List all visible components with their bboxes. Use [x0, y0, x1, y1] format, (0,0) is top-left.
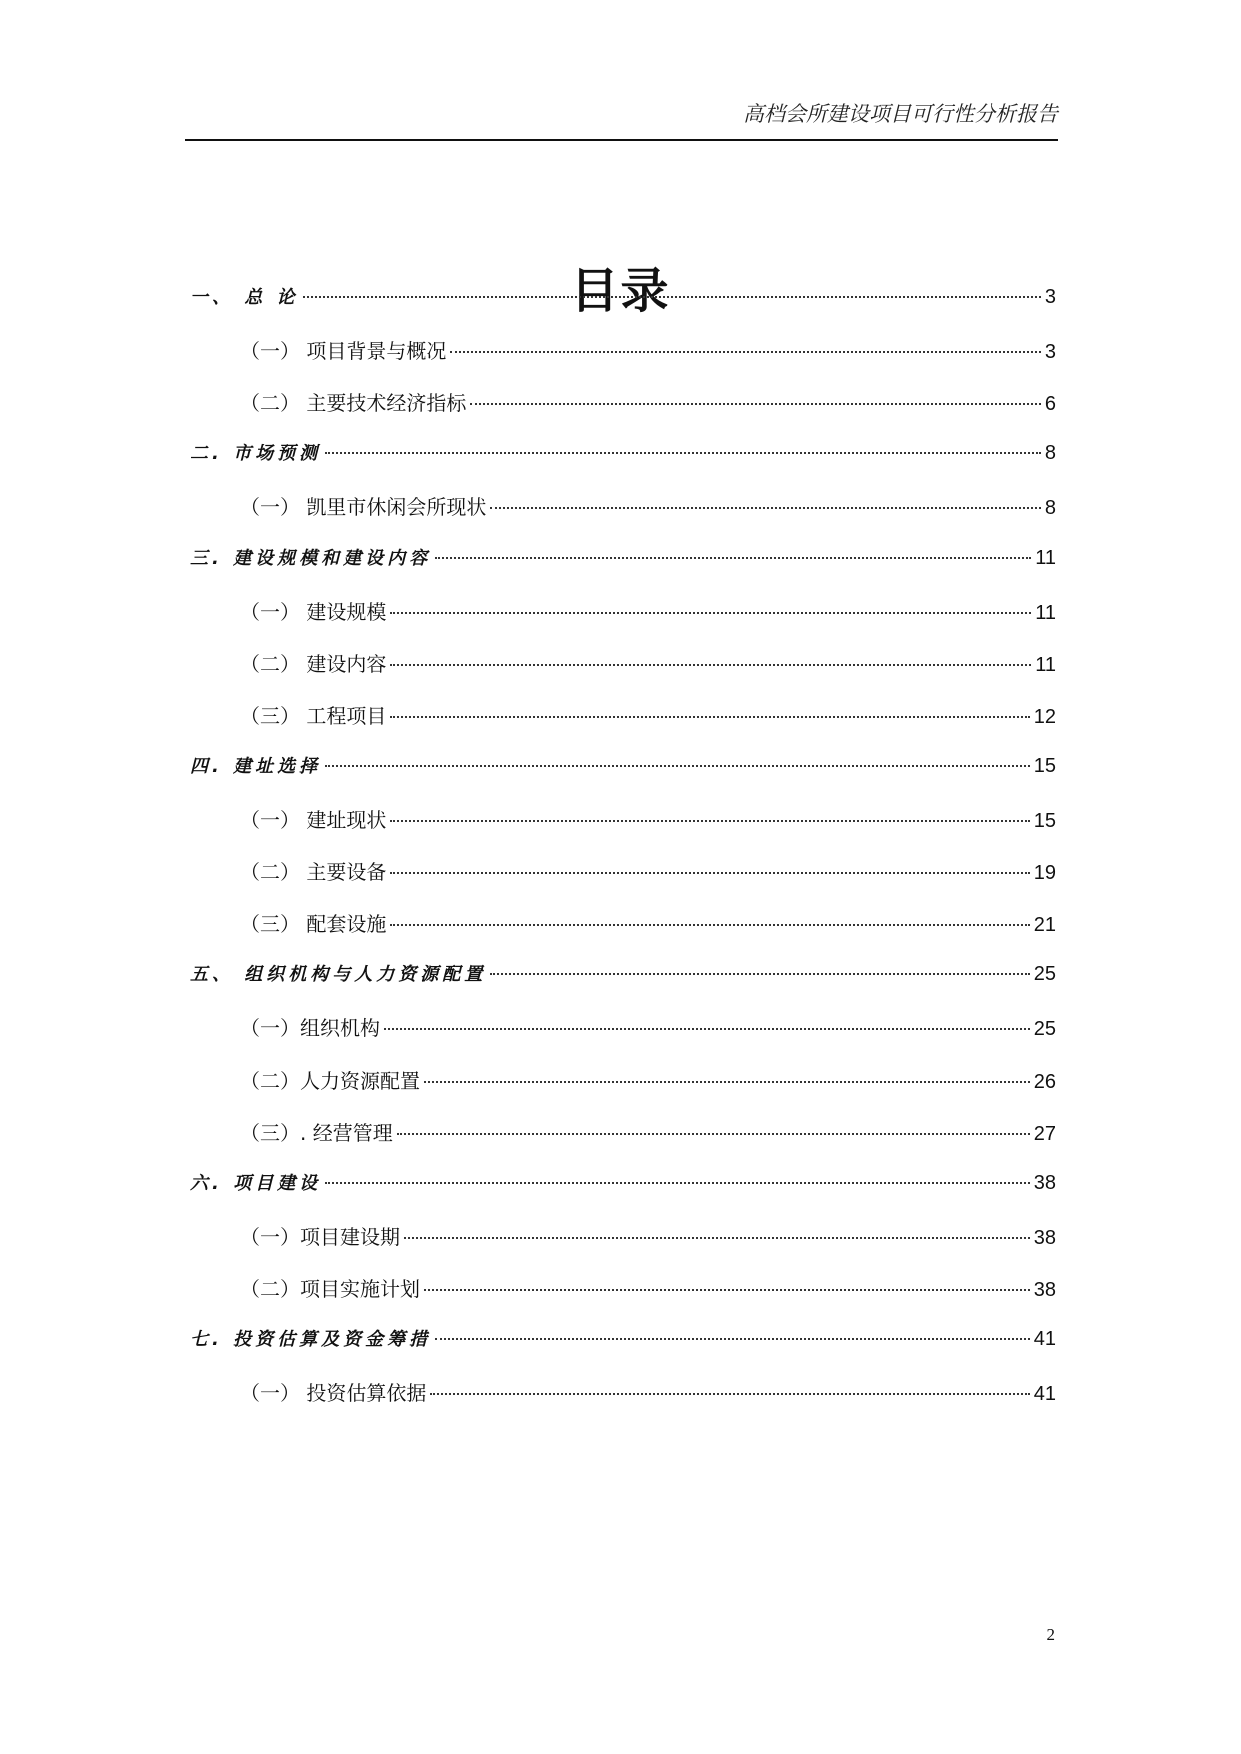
toc-chapter-entry[interactable]	[190, 1169, 1056, 1203]
toc-section-entry[interactable]	[240, 1117, 1056, 1151]
toc-chapter-entry[interactable]	[190, 283, 1056, 317]
dot-leader	[390, 716, 1029, 718]
toc-section-entry[interactable]	[240, 908, 1056, 942]
toc-entry-text: （一） 建设规模	[240, 599, 387, 624]
dot-leader	[325, 1182, 1030, 1184]
toc-chapter-entry[interactable]	[190, 960, 1056, 994]
dot-leader	[430, 1393, 1029, 1395]
toc-entry-text: （二）人力资源配置	[240, 1068, 420, 1093]
toc-chapter-entry[interactable]	[190, 544, 1056, 578]
toc-entry-text: 二. 市场预测	[190, 443, 322, 465]
page-number: 2	[1046, 1625, 1055, 1644]
toc-page-number: 41	[1033, 1383, 1056, 1406]
toc-section-entry[interactable]	[240, 1273, 1056, 1307]
toc-title: 目录	[570, 263, 671, 319]
header-rule	[185, 139, 1058, 141]
toc-page-number: 15	[1033, 754, 1056, 777]
toc-entry-text: 六. 项目建设	[190, 1172, 322, 1194]
toc-chapter-entry[interactable]	[190, 439, 1056, 473]
toc-entry-text: （二） 建设内容	[240, 651, 387, 676]
dot-leader	[424, 1081, 1030, 1083]
toc-entry-text: 七. 投资估算及资金筹措	[190, 1329, 432, 1350]
toc-page-number: 11	[1035, 601, 1056, 624]
toc-page-number: 8	[1044, 442, 1056, 465]
toc-entry-text: （一） 建址现状	[240, 808, 387, 832]
toc-entry-text: （二）项目实施计划	[240, 1276, 420, 1301]
toc-page-number: 6	[1044, 393, 1056, 416]
toc-section-entry[interactable]	[240, 1012, 1056, 1046]
toc-entry-text: （一） 投资估算依据	[240, 1381, 427, 1406]
toc-page-number: 3	[1044, 286, 1056, 308]
toc-section-entry[interactable]	[240, 700, 1056, 734]
toc-chapter-entry[interactable]	[190, 1325, 1056, 1359]
toc-section-entry[interactable]	[240, 1221, 1056, 1255]
toc-page-number: 25	[1033, 963, 1056, 986]
toc-entry-text: （一） 项目背景与概况	[240, 339, 447, 364]
toc-page-number: 15	[1033, 810, 1056, 832]
toc-page-number: 3	[1044, 341, 1056, 364]
dot-leader	[390, 872, 1029, 874]
toc-entry-text: （二） 主要设备	[240, 860, 387, 885]
toc-page-number: 8	[1044, 497, 1056, 520]
toc-entry-text: （三） 配套设施	[240, 912, 387, 937]
running-header: 高档会所建设项目可行性分析报告	[743, 102, 1058, 126]
dot-leader	[397, 1133, 1030, 1135]
toc-entry-text: 五、 组织机构与人力资源配置	[190, 964, 487, 986]
dot-leader	[435, 557, 1031, 559]
dot-leader	[424, 1289, 1030, 1291]
toc-entry-text: （二） 主要技术经济指标	[240, 391, 467, 416]
toc-section-entry[interactable]	[240, 1065, 1056, 1099]
dot-leader	[325, 452, 1041, 454]
dot-leader	[490, 507, 1041, 509]
toc-page-number: 26	[1033, 1070, 1056, 1093]
toc-page-number: 38	[1033, 1171, 1056, 1194]
dot-leader	[490, 973, 1029, 975]
toc-page-number: 11	[1035, 546, 1056, 569]
toc-entry-text: 四. 建址选择	[190, 755, 322, 777]
toc-section-entry[interactable]	[240, 387, 1056, 421]
toc-page-number: 12	[1033, 705, 1056, 728]
dot-leader	[404, 1237, 1030, 1239]
toc-entry-text: （一）项目建设期	[240, 1224, 400, 1249]
dot-leader	[303, 296, 1041, 298]
toc-entry-text: 一、 总 论	[190, 287, 299, 308]
dot-leader	[390, 820, 1029, 822]
dot-leader	[390, 924, 1029, 926]
dot-leader	[470, 403, 1041, 405]
toc-entry-text: （三）. 经营管理	[240, 1120, 393, 1145]
toc-page-number: 25	[1033, 1018, 1056, 1041]
toc-page-number: 38	[1033, 1278, 1056, 1301]
dot-leader	[390, 664, 1031, 666]
toc-section-entry[interactable]	[240, 648, 1056, 682]
toc-page-number: 21	[1033, 914, 1056, 937]
toc-section-entry[interactable]	[240, 1377, 1056, 1411]
toc-entry-text: （一）组织机构	[240, 1016, 380, 1041]
dot-leader	[384, 1028, 1030, 1030]
toc-entry-text: （三） 工程项目	[240, 703, 387, 728]
toc-chapter-entry[interactable]	[190, 752, 1056, 786]
toc-section-entry[interactable]	[240, 804, 1056, 838]
toc-section-entry[interactable]	[240, 491, 1056, 525]
toc-entry-text: （一） 凯里市休闲会所现状	[240, 495, 487, 520]
toc-page-number: 38	[1033, 1226, 1056, 1249]
toc-section-entry[interactable]	[240, 856, 1056, 890]
dot-leader	[390, 612, 1031, 614]
toc-entry-text: 三. 建设规模和建设内容	[190, 547, 432, 569]
toc-page-number: 11	[1035, 653, 1056, 676]
toc-section-entry[interactable]	[240, 335, 1056, 369]
toc-page-number: 41	[1033, 1328, 1056, 1350]
toc-page-number: 19	[1033, 862, 1056, 885]
toc-section-entry[interactable]	[240, 596, 1056, 630]
dot-leader	[325, 765, 1030, 767]
dot-leader	[450, 351, 1041, 353]
toc-page-number: 27	[1033, 1122, 1056, 1145]
dot-leader	[435, 1338, 1030, 1340]
